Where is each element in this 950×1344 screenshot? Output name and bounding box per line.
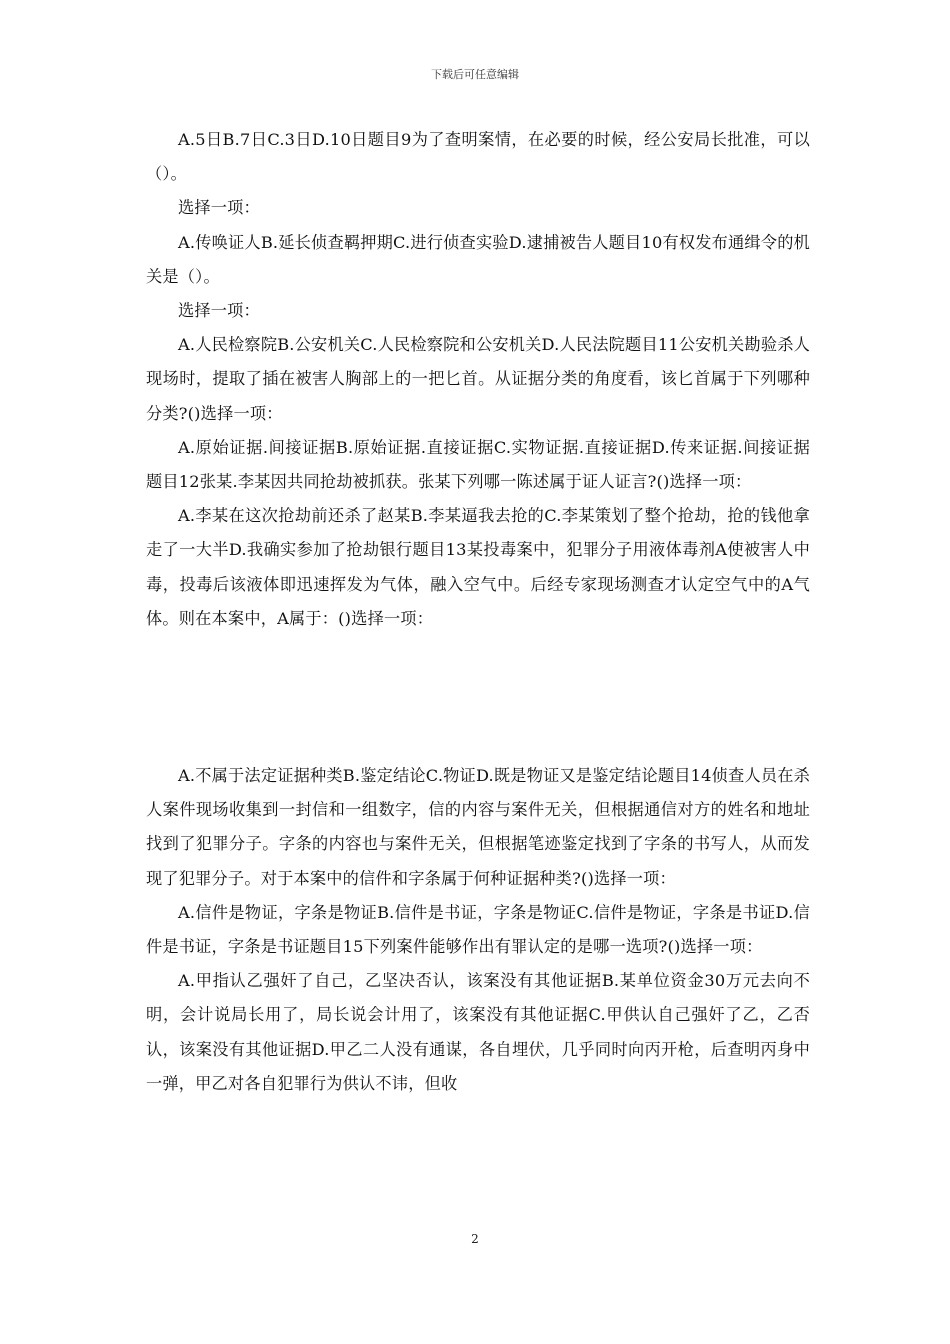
- paragraph: A.传唤证人B.延长侦查羁押期C.进行侦查实验D.逮捕被告人题目10有权发布通缉令的机关是（）。: [146, 232, 810, 286]
- paragraph: A.不属于法定证据种类B.鉴定结论C.物证D.既是物证又是鉴定结论题目14侦查人员在杀人案件现场收集到一封信和一组数字，信的内容与案件无关，但根据通信对方的姓名和地址找到了犯罪分子。字条的内容也与案件无关，但根据笔迹鉴定找到了字条的书写人，从而发现了犯罪分子。对于本案中的信件和字条属于何种证据种类?()选择一项：: [146, 766, 810, 888]
- page-header: 下载后可任意编辑: [431, 68, 519, 81]
- paragraph: A.5日B.7日C.3日D.10日题目9为了查明案情，在必要的时候，经公安局长批准，可以（）。: [146, 130, 810, 184]
- page-number: 2: [471, 1232, 479, 1246]
- body-text-bottom: [146, 759, 810, 1101]
- paragraph: A.甲指认乙强奸了自己，乙坚决否认，该案没有其他证据B.某单位资金30万元去向不明，会计说局长用了，局长说会计用了，该案没有其他证据C.甲供认自己强奸了乙，乙否认，该案没有其他证据D.甲乙二人没有通谋，各自埋伏，几乎同时向丙开枪，后查明丙身中一弹，甲乙对各自犯罪行为供认不讳，但收: [146, 971, 810, 1093]
- paragraph: 选择一项：: [178, 301, 260, 321]
- paragraph: A.原始证据.间接证据B.原始证据.直接证据C.实物证据.直接证据D.传来证据.间接证据题目12张某.李某因共同抢劫被抓获。张某下列哪一陈述属于证人证言?()选择一项：: [146, 437, 810, 492]
- paragraph: A.信件是物证，字条是物证B.信件是书证，字条是物证C.信件是物证，字条是书证D.信件是书证，字条是书证题目15下列案件能够作出有罪认定的是哪一选项?()选择一项：: [146, 902, 810, 957]
- paragraph: 选择一项：: [178, 198, 260, 218]
- body-text-top: [146, 123, 810, 636]
- paragraph: A.人民检察院B.公安机关C.人民检察院和公安机关D.人民法院题目11公安机关勘验杀人现场时，提取了插在被害人胸部上的一把匕首。从证据分类的角度看，该匕首属于下列哪种分类?()选择一项：: [146, 335, 810, 423]
- paragraph: A.李某在这次抢劫前还杀了赵某B.李某逼我去抢的C.李某策划了整个抢劫，抢的钱他拿走了一大半D.我确实参加了抢劫银行题目13某投毒案中，犯罪分子用液体毒剂A使被害人中毒，投毒后该液体即迅速挥发为气体，融入空气中。后经专家现场测查才认定空气中的A气体。则在本案中，A属于：()选择一项：: [146, 506, 810, 628]
